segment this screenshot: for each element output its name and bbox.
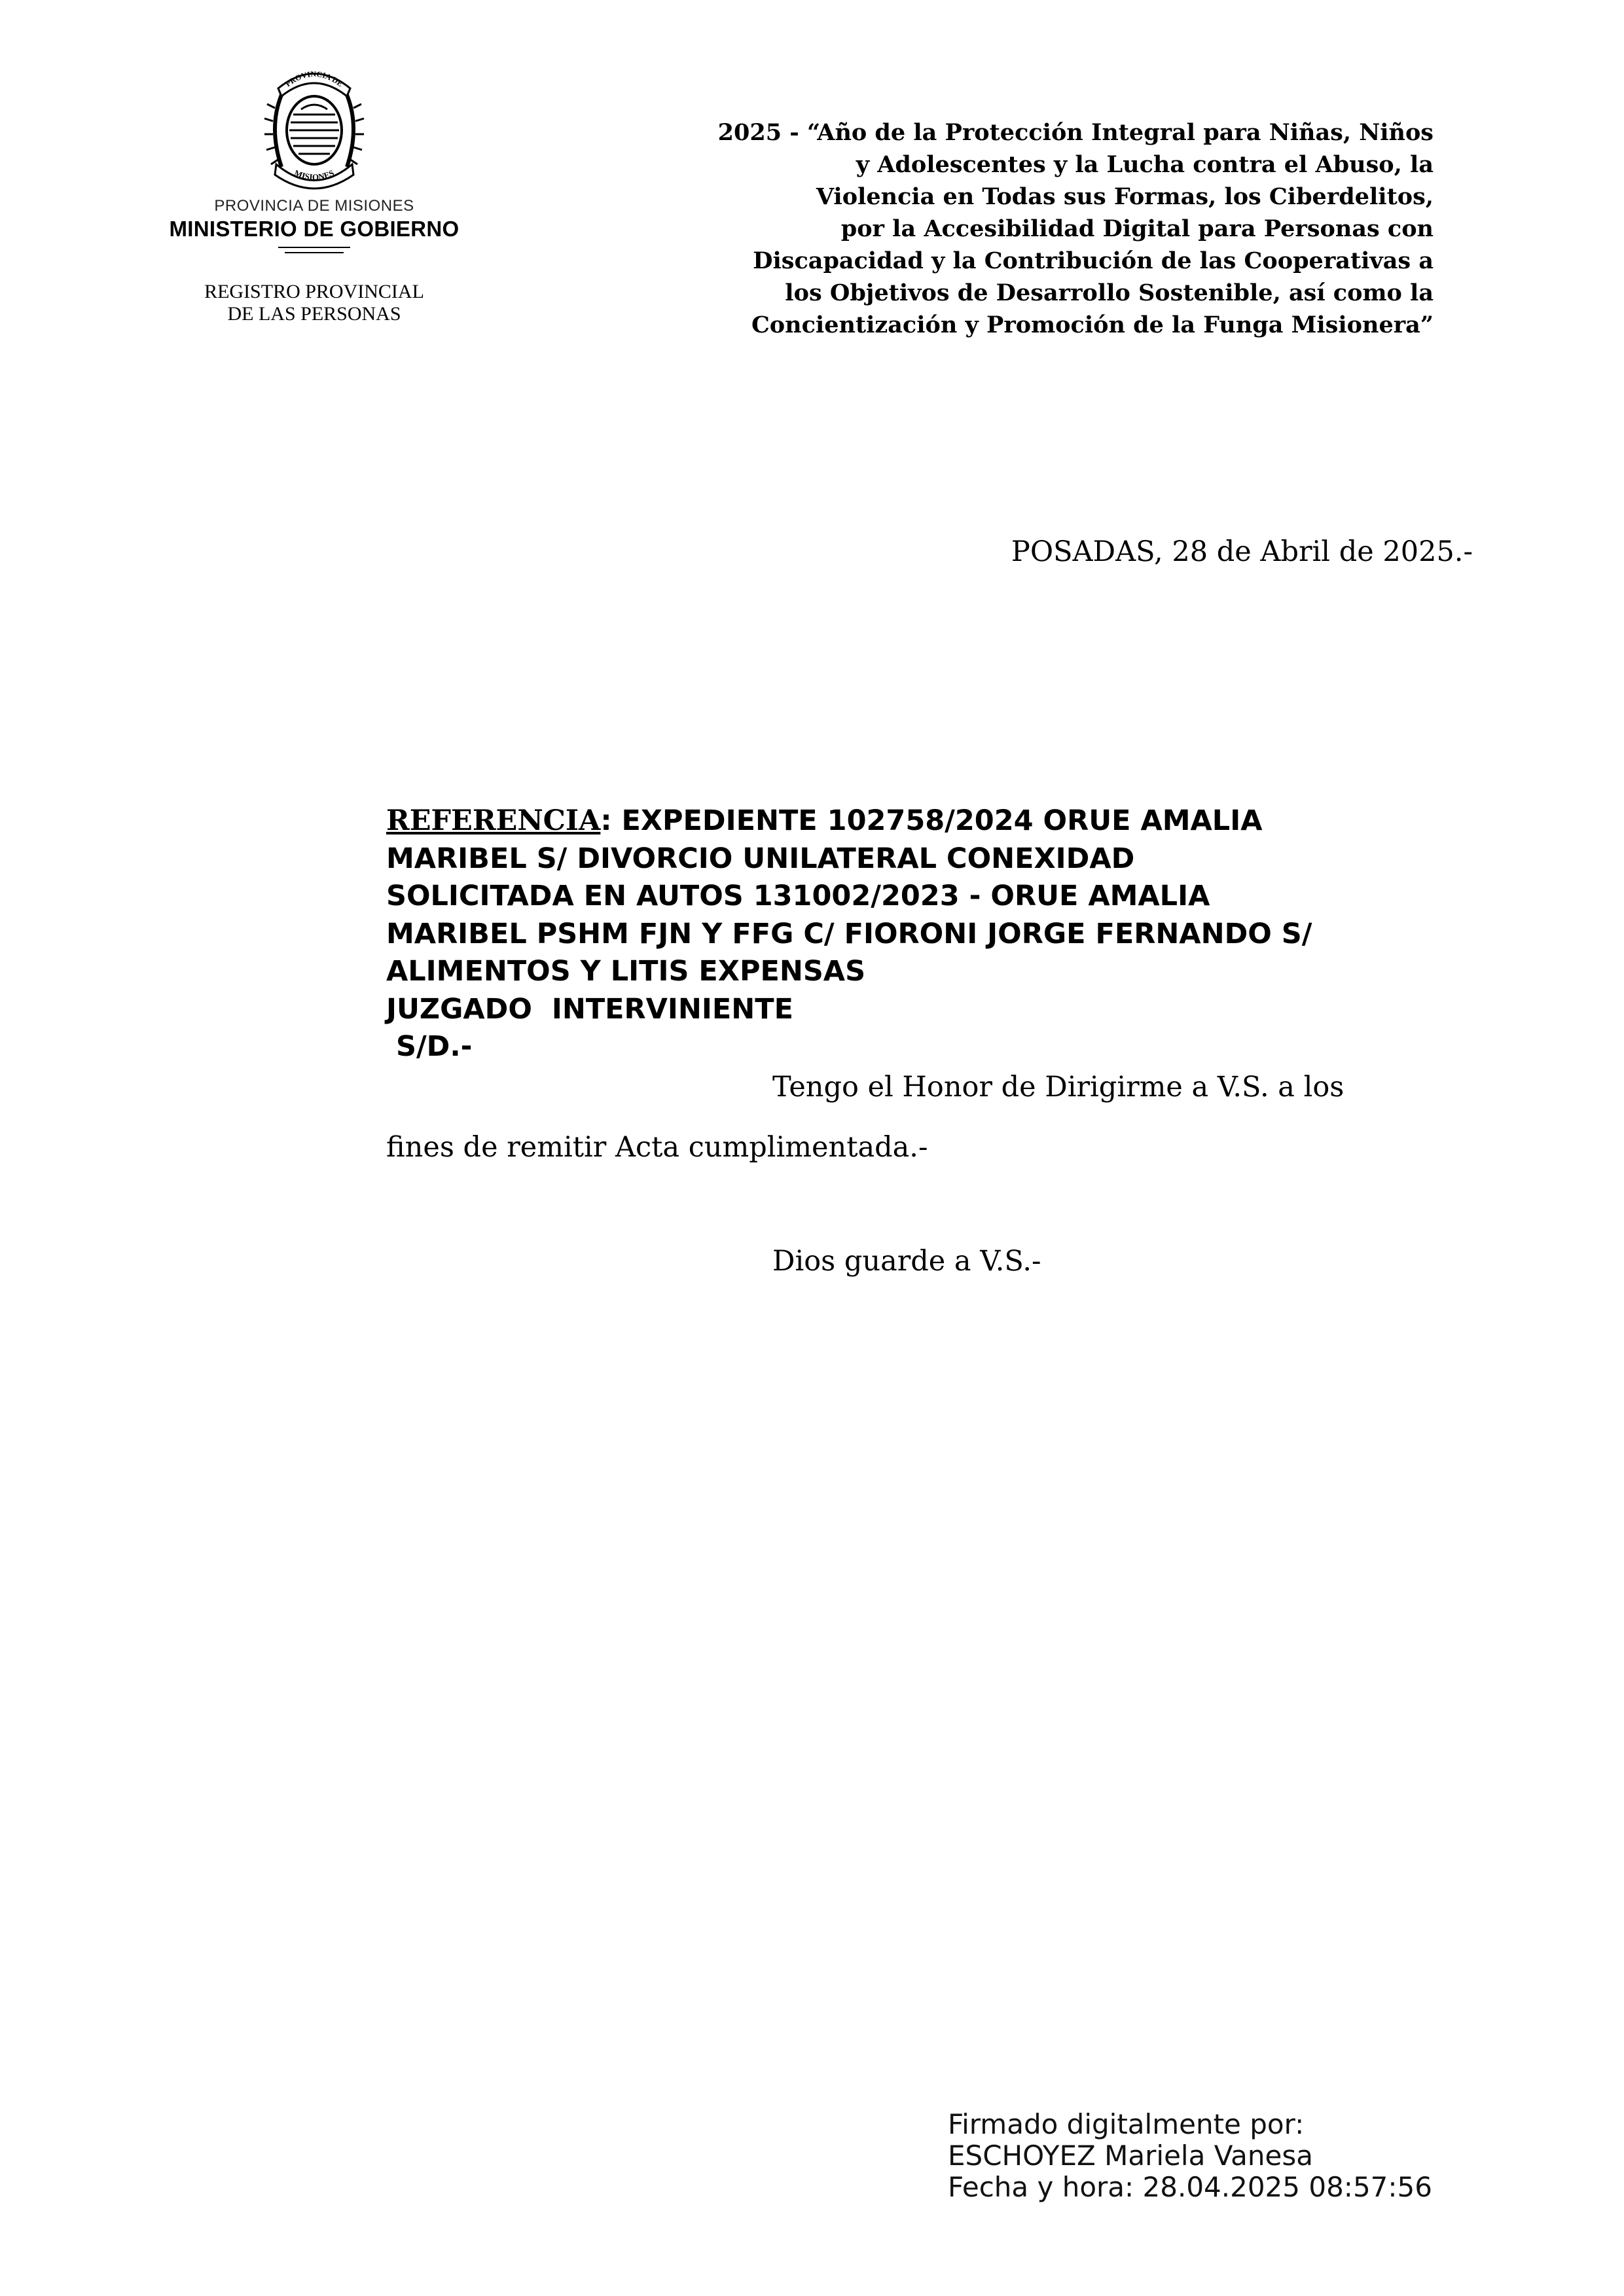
motto-line: por la Accesibilidad Digital para Personas con	[840, 215, 1434, 242]
reference-label: REFERENCIA	[386, 804, 601, 837]
place-and-date: POSADAS, 28 de Abril de 2025.-	[1011, 535, 1473, 568]
closing-salutation: Dios guarde a V.S.-	[772, 1245, 1041, 1278]
motto-line: 2025 - “Año de la Protección Integral para Niñas, Niños	[717, 119, 1434, 146]
signature-line-1: Firmado digitalmente por:	[948, 2108, 1305, 2140]
body-paragraph-line-2: fines de remitir Acta cumplimentada.-	[386, 1131, 928, 1164]
year-motto	[628, 117, 1434, 341]
letterhead	[157, 62, 471, 325]
registry-line-2: DE LAS PERSONAS	[227, 303, 401, 325]
ministry-name: MINISTERIO DE GOBIERNO	[169, 217, 460, 241]
reference-block	[386, 802, 1512, 1066]
reference-line: SOLICITADA EN AUTOS 131002/2023 - ORUE AMALIA	[386, 880, 1210, 912]
reference-line: ALIMENTOS Y LITIS EXPENSAS	[386, 955, 866, 988]
reference-line: MARIBEL PSHM FJN Y FFG C/ FIORONI JORGE FERNANDO S/	[386, 917, 1312, 950]
motto-line: Violencia en Todas sus Formas, los Ciberdelitos,	[816, 183, 1434, 210]
reference-line	[386, 802, 1512, 840]
motto-line: Discapacidad y la Contribución de las Cooperativas a	[753, 247, 1434, 274]
coat-of-arms-emblem	[255, 62, 373, 193]
sd-line: S/D.-	[386, 1030, 473, 1063]
registry-line-1: REGISTRO PROVINCIAL	[204, 281, 424, 302]
province-name: PROVINCIA DE MISIONES	[214, 197, 414, 215]
digital-signature	[948, 2109, 1432, 2203]
registry-name	[157, 281, 471, 325]
emblem-top-text: PROVINCIA DE	[283, 69, 345, 89]
motto-line: los Objetivos de Desarrollo Sostenible, así como la	[785, 279, 1434, 306]
reference-line: MARIBEL S/ DIVORCIO UNILATERAL CONEXIDAD	[386, 842, 1135, 875]
court-line: JUZGADO INTERVINIENTE	[386, 992, 793, 1026]
signature-timestamp: Fecha y hora: 28.04.2025 08:57:56	[948, 2171, 1432, 2203]
signature-signer: ESCHOYEZ Mariela Vanesa	[948, 2140, 1313, 2172]
divider	[278, 247, 350, 248]
motto-line: Concientización y Promoción de la Funga Misionera”	[751, 312, 1434, 338]
emblem-bottom-text: MISIONES	[293, 168, 336, 183]
body-paragraph-line-1: Tengo el Honor de Dirigirme a V.S. a los	[772, 1071, 1344, 1103]
divider	[285, 252, 344, 253]
reference-text: : EXPEDIENTE 102758/2024 ORUE AMALIA	[600, 804, 1263, 837]
motto-line: y Adolescentes y la Lucha contra el Abuso, la	[856, 151, 1434, 178]
